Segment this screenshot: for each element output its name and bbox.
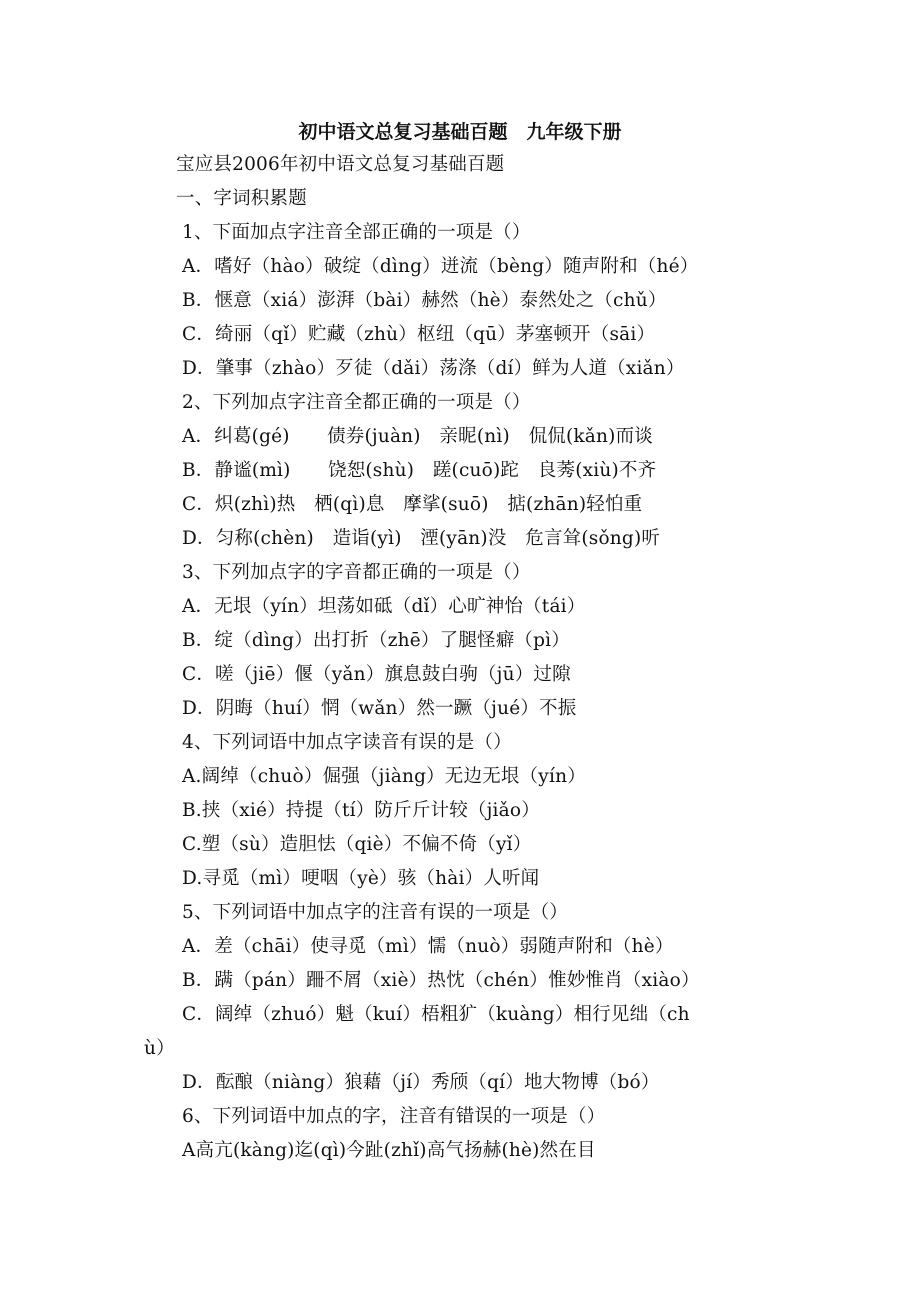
question-4: 4、下列词语中加点字读音有误的是（）: [182, 732, 512, 753]
document-subtitle: 宝应县2006年初中语文总复习基础百题: [176, 154, 505, 175]
section-heading: 一、字词积累题: [176, 188, 307, 209]
question-3: 3、下列加点字的字音都正确的一项是（）: [182, 562, 531, 583]
option-line: A．无垠（yín）坦荡如砥（dǐ）心旷神怡（tái）: [182, 596, 586, 617]
option-line: D.寻觅（mì）哽咽（yè）骇（hài）人听闻: [182, 868, 540, 889]
option-line: A．差（chāi）使寻觅（mì）懦（nuò）弱随声附和（hè）: [182, 936, 674, 957]
question-5: 5、下列词语中加点字的注音有误的一项是（）: [182, 902, 568, 923]
option-line: A.阔绰（chuò）倔强（jiàng）无边无垠（yín）: [182, 766, 586, 787]
option-line-wrap: ù）: [144, 1038, 175, 1059]
option-line: A．纠葛(gé) 债券(juàn) 亲昵(nì) 侃侃(kǎn)而谈: [182, 426, 653, 447]
option-line: C．绮丽（qǐ）贮藏（zhù）枢纽（qū）茅塞顿开（sāi）: [182, 324, 656, 345]
option-line: B．惬意（xiá）澎湃（bài）赫然（hè）泰然处之（chǔ）: [182, 290, 667, 311]
option-line: B．绽（dìng）出打折（zhē）了腿怪癖（pì）: [182, 630, 570, 651]
option-line: B．静谧(mì) 饶恕(shù) 蹉(cuō)跎 良莠(xiù)不齐: [182, 460, 657, 481]
document-body: [0, 148, 920, 1168]
option-line: D．阴晦（huí）惘（wǎn）然一蹶（jué）不振: [182, 698, 577, 719]
option-line: C．嗟（jiē）偃（yǎn）旗息鼓白驹（jū）过隙: [182, 664, 571, 685]
option-line: D．肇事（zhào）歹徒（dǎi）荡涤（dí）鲜为人道（xiǎn）: [182, 358, 685, 379]
question-2: 2、下列加点字注音全都正确的一项是（）: [182, 392, 531, 413]
option-line: B．蹒（pán）跚不屑（xiè）热忱（chén）惟妙惟肖（xiào）: [182, 970, 700, 991]
question-6: 6、下列词语中加点的字，注音有错误的一项是（）: [182, 1106, 606, 1127]
option-line: A．嗜好（hào）破绽（dìng）迸流（bèng）随声附和（hé）: [182, 256, 699, 277]
option-line: C．炽(zhì)热 栖(qì)息 摩挲(suō) 掂(zhān)轻怕重: [182, 494, 643, 515]
option-line: B.挟（xié）持提（tí）防斤斤计较（jiǎo）: [182, 800, 540, 821]
option-line: A高亢(kàng)迄(qì)今趾(zhǐ)高气扬赫(hè)然在目: [182, 1140, 596, 1161]
option-line: D．酝酿（niàng）狼藉（jí）秀颀（qí）地大物博（bó）: [182, 1072, 660, 1093]
option-line: D．匀称(chèn) 造诣(yì) 湮(yān)没 危言耸(sǒng)听: [182, 528, 661, 549]
question-1: 1、下面加点字注音全部正确的一项是（）: [182, 222, 531, 243]
option-line: C.塑（sù）造胆怯（qiè）不偏不倚（yǐ）: [182, 834, 532, 855]
option-line: C．阔绰（zhuó）魁（kuí）梧粗犷（kuàng）相行见绌（ch: [182, 1004, 690, 1025]
document-title: 初中语文总复习基础百题 九年级下册: [298, 121, 622, 143]
